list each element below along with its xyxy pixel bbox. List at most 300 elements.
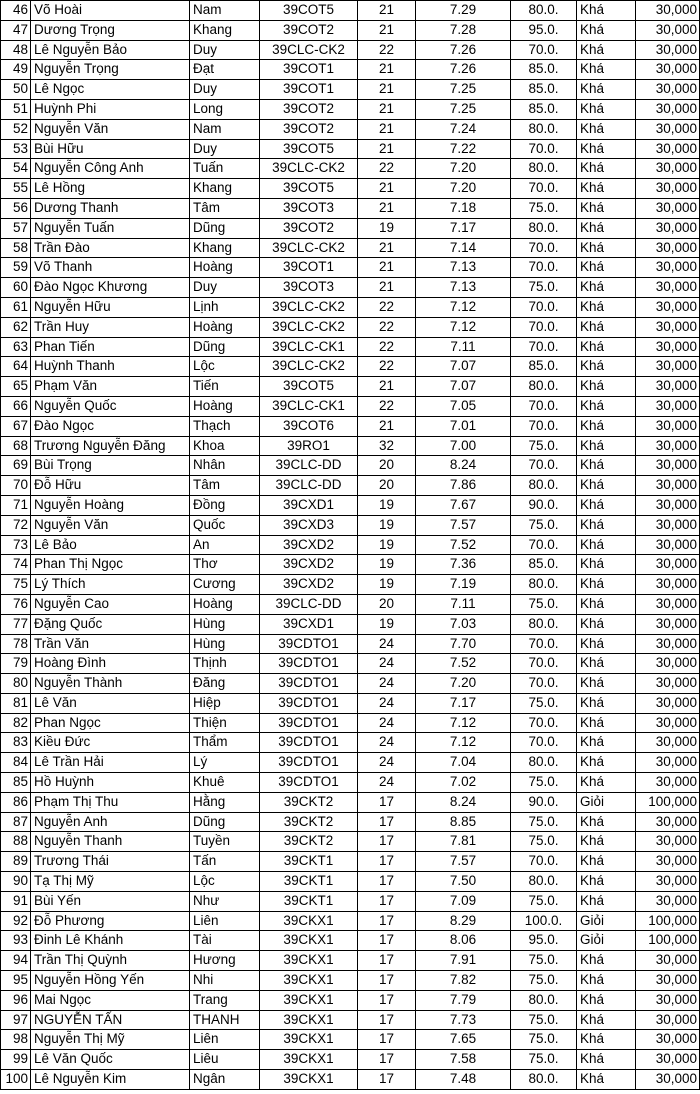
- table-row: [1, 258, 700, 278]
- row-number: 96: [1, 990, 31, 1010]
- table-row: [1, 337, 700, 357]
- gpa-cell: 7.07: [416, 377, 511, 397]
- conduct-score-cell: 85.0.: [511, 99, 577, 119]
- surname-cell: Trương Nguyễn Đăng: [31, 436, 190, 456]
- class-cell: 39CKT2: [260, 792, 358, 812]
- conduct-score-cell: 95.0.: [511, 931, 577, 951]
- conduct-score-cell: 70.0.: [511, 317, 577, 337]
- conduct-score-cell: 80.0.: [511, 990, 577, 1010]
- rank-cell: Giỏi: [577, 911, 636, 931]
- table-row: [1, 60, 700, 80]
- rank-cell: Giỏi: [577, 931, 636, 951]
- class-cell: 39COT3: [260, 198, 358, 218]
- class-cell: 39CLC-CK2: [260, 357, 358, 377]
- credits-cell: 21: [358, 1, 416, 21]
- row-number: 100: [1, 1070, 31, 1090]
- given-name-cell: Lộc: [190, 357, 260, 377]
- amount-cell: 30,000: [636, 1050, 700, 1070]
- row-number: 68: [1, 436, 31, 456]
- class-cell: 39CKX1: [260, 1050, 358, 1070]
- gpa-cell: 7.11: [416, 337, 511, 357]
- given-name-cell: Đồng: [190, 495, 260, 515]
- table-row: [1, 278, 700, 298]
- given-name-cell: Hiệp: [190, 693, 260, 713]
- gpa-cell: 8.24: [416, 792, 511, 812]
- class-cell: 39CKX1: [260, 931, 358, 951]
- conduct-score-cell: 70.0.: [511, 297, 577, 317]
- rank-cell: Khá: [577, 654, 636, 674]
- row-number: 81: [1, 693, 31, 713]
- table-row: [1, 792, 700, 812]
- rank-cell: Khá: [577, 852, 636, 872]
- conduct-score-cell: 70.0.: [511, 713, 577, 733]
- rank-cell: Khá: [577, 990, 636, 1010]
- credits-cell: 22: [358, 317, 416, 337]
- given-name-cell: Tiến: [190, 377, 260, 397]
- class-cell: 39CKT1: [260, 872, 358, 892]
- table-row: [1, 297, 700, 317]
- conduct-score-cell: 75.0.: [511, 515, 577, 535]
- amount-cell: 30,000: [636, 971, 700, 991]
- row-number: 46: [1, 1, 31, 21]
- row-number: 61: [1, 297, 31, 317]
- surname-cell: Lê Trần Hải: [31, 753, 190, 773]
- given-name-cell: Duy: [190, 80, 260, 100]
- surname-cell: Trần Thị Quỳnh: [31, 951, 190, 971]
- gpa-cell: 7.29: [416, 1, 511, 21]
- class-cell: 39CDTO1: [260, 713, 358, 733]
- surname-cell: Trần Đào: [31, 238, 190, 258]
- class-cell: 39CKX1: [260, 951, 358, 971]
- rank-cell: Khá: [577, 20, 636, 40]
- row-number: 97: [1, 1010, 31, 1030]
- table-row: [1, 159, 700, 179]
- credits-cell: 17: [358, 1010, 416, 1030]
- credits-cell: 17: [358, 971, 416, 991]
- row-number: 78: [1, 634, 31, 654]
- gpa-cell: 7.19: [416, 575, 511, 595]
- table-row: [1, 693, 700, 713]
- credits-cell: 22: [358, 337, 416, 357]
- credits-cell: 24: [358, 654, 416, 674]
- gpa-cell: 7.52: [416, 535, 511, 555]
- row-number: 86: [1, 792, 31, 812]
- table-row: [1, 535, 700, 555]
- row-number: 93: [1, 931, 31, 951]
- given-name-cell: Dũng: [190, 337, 260, 357]
- surname-cell: Dương Trọng: [31, 20, 190, 40]
- given-name-cell: Hùng: [190, 614, 260, 634]
- credits-cell: 19: [358, 555, 416, 575]
- given-name-cell: Lý: [190, 753, 260, 773]
- surname-cell: Nguyễn Thị Mỹ: [31, 1030, 190, 1050]
- credits-cell: 17: [358, 990, 416, 1010]
- credits-cell: 21: [358, 377, 416, 397]
- table-row: [1, 753, 700, 773]
- gpa-cell: 7.09: [416, 891, 511, 911]
- rank-cell: Khá: [577, 535, 636, 555]
- surname-cell: Lê Ngọc: [31, 80, 190, 100]
- amount-cell: 30,000: [636, 80, 700, 100]
- class-cell: 39CXD2: [260, 555, 358, 575]
- class-cell: 39COT5: [260, 139, 358, 159]
- class-cell: 39CKT2: [260, 812, 358, 832]
- amount-cell: 30,000: [636, 555, 700, 575]
- gpa-cell: 7.67: [416, 495, 511, 515]
- surname-cell: Huỳnh Phi: [31, 99, 190, 119]
- class-cell: 39CXD3: [260, 515, 358, 535]
- conduct-score-cell: 70.0.: [511, 456, 577, 476]
- row-number: 77: [1, 614, 31, 634]
- rank-cell: Khá: [577, 456, 636, 476]
- gpa-cell: 7.07: [416, 357, 511, 377]
- row-number: 49: [1, 60, 31, 80]
- conduct-score-cell: 70.0.: [511, 139, 577, 159]
- class-cell: 39CKT2: [260, 832, 358, 852]
- class-cell: 39CLC-CK1: [260, 396, 358, 416]
- table-row: [1, 951, 700, 971]
- row-number: 52: [1, 119, 31, 139]
- rank-cell: Khá: [577, 594, 636, 614]
- gpa-cell: 7.73: [416, 1010, 511, 1030]
- table-row: [1, 1010, 700, 1030]
- credits-cell: 24: [358, 693, 416, 713]
- credits-cell: 24: [358, 773, 416, 793]
- table-row: [1, 218, 700, 238]
- given-name-cell: Hoàng: [190, 396, 260, 416]
- credits-cell: 21: [358, 80, 416, 100]
- credits-cell: 22: [358, 40, 416, 60]
- row-number: 98: [1, 1030, 31, 1050]
- conduct-score-cell: 70.0.: [511, 416, 577, 436]
- row-number: 50: [1, 80, 31, 100]
- credits-cell: 24: [358, 634, 416, 654]
- gpa-cell: 7.04: [416, 753, 511, 773]
- conduct-score-cell: 75.0.: [511, 951, 577, 971]
- surname-cell: NGUYỄN TẤN: [31, 1010, 190, 1030]
- amount-cell: 30,000: [636, 377, 700, 397]
- gpa-cell: 7.82: [416, 971, 511, 991]
- rank-cell: Khá: [577, 396, 636, 416]
- table-row: [1, 773, 700, 793]
- amount-cell: 30,000: [636, 238, 700, 258]
- given-name-cell: Tâm: [190, 476, 260, 496]
- gpa-cell: 7.28: [416, 20, 511, 40]
- row-number: 63: [1, 337, 31, 357]
- conduct-score-cell: 90.0.: [511, 495, 577, 515]
- table-row: [1, 357, 700, 377]
- rank-cell: Khá: [577, 634, 636, 654]
- class-cell: 39CLC-DD: [260, 476, 358, 496]
- credits-cell: 17: [358, 852, 416, 872]
- rank-cell: Khá: [577, 951, 636, 971]
- row-number: 88: [1, 832, 31, 852]
- gpa-cell: 7.79: [416, 990, 511, 1010]
- row-number: 60: [1, 278, 31, 298]
- surname-cell: Tạ Thị Mỹ: [31, 872, 190, 892]
- amount-cell: 30,000: [636, 278, 700, 298]
- conduct-score-cell: 75.0.: [511, 1050, 577, 1070]
- surname-cell: Nguyễn Quốc: [31, 396, 190, 416]
- rank-cell: Khá: [577, 139, 636, 159]
- rank-cell: Khá: [577, 693, 636, 713]
- table-row: [1, 891, 700, 911]
- credits-cell: 20: [358, 476, 416, 496]
- conduct-score-cell: 70.0.: [511, 258, 577, 278]
- surname-cell: Huỳnh Thanh: [31, 357, 190, 377]
- class-cell: 39COT3: [260, 278, 358, 298]
- conduct-score-cell: 75.0.: [511, 891, 577, 911]
- given-name-cell: Khang: [190, 238, 260, 258]
- amount-cell: 30,000: [636, 179, 700, 199]
- gpa-cell: 7.01: [416, 416, 511, 436]
- table-row: [1, 476, 700, 496]
- rank-cell: Khá: [577, 1050, 636, 1070]
- surname-cell: Bùi Trọng: [31, 456, 190, 476]
- row-number: 70: [1, 476, 31, 496]
- amount-cell: 30,000: [636, 852, 700, 872]
- gpa-cell: 7.12: [416, 713, 511, 733]
- rank-cell: Khá: [577, 317, 636, 337]
- class-cell: 39CDTO1: [260, 733, 358, 753]
- gpa-cell: 7.20: [416, 674, 511, 694]
- credits-cell: 21: [358, 20, 416, 40]
- amount-cell: 100,000: [636, 931, 700, 951]
- amount-cell: 30,000: [636, 753, 700, 773]
- amount-cell: 30,000: [636, 951, 700, 971]
- gpa-cell: 7.13: [416, 258, 511, 278]
- given-name-cell: Duy: [190, 40, 260, 60]
- row-number: 67: [1, 416, 31, 436]
- amount-cell: 30,000: [636, 891, 700, 911]
- row-number: 89: [1, 852, 31, 872]
- row-number: 69: [1, 456, 31, 476]
- given-name-cell: Thạch: [190, 416, 260, 436]
- gpa-cell: 7.12: [416, 733, 511, 753]
- amount-cell: 30,000: [636, 832, 700, 852]
- rank-cell: Khá: [577, 337, 636, 357]
- surname-cell: Nguyễn Công Anh: [31, 159, 190, 179]
- class-cell: 39COT2: [260, 99, 358, 119]
- amount-cell: 30,000: [636, 634, 700, 654]
- given-name-cell: Hương: [190, 951, 260, 971]
- row-number: 47: [1, 20, 31, 40]
- conduct-score-cell: 70.0.: [511, 674, 577, 694]
- rank-cell: Khá: [577, 119, 636, 139]
- amount-cell: 30,000: [636, 713, 700, 733]
- credits-cell: 17: [358, 1050, 416, 1070]
- table-row: [1, 436, 700, 456]
- class-cell: 39COT5: [260, 179, 358, 199]
- surname-cell: Nguyễn Hoàng: [31, 495, 190, 515]
- row-number: 72: [1, 515, 31, 535]
- surname-cell: Võ Thanh: [31, 258, 190, 278]
- table-row: [1, 99, 700, 119]
- rank-cell: Khá: [577, 476, 636, 496]
- surname-cell: Phan Ngọc: [31, 713, 190, 733]
- credits-cell: 19: [358, 495, 416, 515]
- conduct-score-cell: 80.0.: [511, 218, 577, 238]
- class-cell: 39COT5: [260, 1, 358, 21]
- given-name-cell: Duy: [190, 139, 260, 159]
- row-number: 66: [1, 396, 31, 416]
- given-name-cell: Tâm: [190, 198, 260, 218]
- given-name-cell: Tuyền: [190, 832, 260, 852]
- rank-cell: Khá: [577, 674, 636, 694]
- class-cell: 39COT2: [260, 218, 358, 238]
- class-cell: 39COT6: [260, 416, 358, 436]
- given-name-cell: Thơ: [190, 555, 260, 575]
- amount-cell: 30,000: [636, 733, 700, 753]
- class-cell: 39CLC-CK2: [260, 297, 358, 317]
- table-row: [1, 377, 700, 397]
- surname-cell: Nguyễn Cao: [31, 594, 190, 614]
- row-number: 76: [1, 594, 31, 614]
- given-name-cell: Nhi: [190, 971, 260, 991]
- class-cell: 39CKX1: [260, 911, 358, 931]
- conduct-score-cell: 80.0.: [511, 753, 577, 773]
- gpa-cell: 8.85: [416, 812, 511, 832]
- row-number: 80: [1, 674, 31, 694]
- amount-cell: 30,000: [636, 139, 700, 159]
- credits-cell: 17: [358, 792, 416, 812]
- row-number: 55: [1, 179, 31, 199]
- table-row: [1, 1, 700, 21]
- conduct-score-cell: 70.0.: [511, 179, 577, 199]
- surname-cell: Kiều Đức: [31, 733, 190, 753]
- row-number: 65: [1, 377, 31, 397]
- conduct-score-cell: 75.0.: [511, 971, 577, 991]
- table-row: [1, 238, 700, 258]
- row-number: 48: [1, 40, 31, 60]
- gpa-cell: 8.29: [416, 911, 511, 931]
- surname-cell: Nguyễn Thanh: [31, 832, 190, 852]
- row-number: 90: [1, 872, 31, 892]
- row-number: 58: [1, 238, 31, 258]
- gpa-cell: 7.05: [416, 396, 511, 416]
- gpa-cell: 7.50: [416, 872, 511, 892]
- conduct-score-cell: 80.0.: [511, 614, 577, 634]
- surname-cell: Đỗ Hữu: [31, 476, 190, 496]
- given-name-cell: Khoa: [190, 436, 260, 456]
- rank-cell: Khá: [577, 733, 636, 753]
- rank-cell: Khá: [577, 575, 636, 595]
- class-cell: 39CXD1: [260, 495, 358, 515]
- row-number: 53: [1, 139, 31, 159]
- rank-cell: Khá: [577, 872, 636, 892]
- conduct-score-cell: 80.0.: [511, 872, 577, 892]
- row-number: 56: [1, 198, 31, 218]
- rank-cell: Khá: [577, 773, 636, 793]
- rank-cell: Khá: [577, 555, 636, 575]
- surname-cell: Lê Nguyễn Bảo: [31, 40, 190, 60]
- given-name-cell: Thiện: [190, 713, 260, 733]
- table-row: [1, 575, 700, 595]
- conduct-score-cell: 70.0.: [511, 40, 577, 60]
- gpa-cell: 7.26: [416, 40, 511, 60]
- credits-cell: 17: [358, 832, 416, 852]
- gpa-cell: 7.57: [416, 515, 511, 535]
- credits-cell: 17: [358, 1030, 416, 1050]
- rank-cell: Khá: [577, 179, 636, 199]
- surname-cell: Trần Văn: [31, 634, 190, 654]
- row-number: 59: [1, 258, 31, 278]
- class-cell: 39COT5: [260, 377, 358, 397]
- credits-cell: 21: [358, 179, 416, 199]
- class-cell: 39CLC-CK1: [260, 337, 358, 357]
- table-row: [1, 1050, 700, 1070]
- credits-cell: 22: [358, 396, 416, 416]
- gpa-cell: 7.17: [416, 693, 511, 713]
- class-cell: 39CKT1: [260, 852, 358, 872]
- amount-cell: 30,000: [636, 297, 700, 317]
- class-cell: 39COT1: [260, 80, 358, 100]
- amount-cell: 30,000: [636, 1030, 700, 1050]
- row-number: 92: [1, 911, 31, 931]
- given-name-cell: Hoàng: [190, 258, 260, 278]
- table-row: [1, 674, 700, 694]
- surname-cell: Nguyễn Hữu: [31, 297, 190, 317]
- conduct-score-cell: 75.0.: [511, 693, 577, 713]
- row-number: 54: [1, 159, 31, 179]
- row-number: 87: [1, 812, 31, 832]
- table-row: [1, 456, 700, 476]
- conduct-score-cell: 70.0.: [511, 852, 577, 872]
- amount-cell: 30,000: [636, 575, 700, 595]
- credits-cell: 19: [358, 535, 416, 555]
- surname-cell: Phan Thị Ngọc: [31, 555, 190, 575]
- table-row: [1, 713, 700, 733]
- surname-cell: Lê Hồng: [31, 179, 190, 199]
- rank-cell: Khá: [577, 891, 636, 911]
- given-name-cell: An: [190, 535, 260, 555]
- rank-cell: Khá: [577, 614, 636, 634]
- table-row: [1, 872, 700, 892]
- gpa-cell: 7.81: [416, 832, 511, 852]
- surname-cell: Phạm Thị Thu: [31, 792, 190, 812]
- surname-cell: Bùi Yến: [31, 891, 190, 911]
- amount-cell: 30,000: [636, 317, 700, 337]
- row-number: 51: [1, 99, 31, 119]
- surname-cell: Hoàng Đình: [31, 654, 190, 674]
- row-number: 79: [1, 654, 31, 674]
- class-cell: 39CXD1: [260, 614, 358, 634]
- given-name-cell: Lịnh: [190, 297, 260, 317]
- surname-cell: Nguyễn Hồng Yến: [31, 971, 190, 991]
- rank-cell: Khá: [577, 495, 636, 515]
- class-cell: 39CKX1: [260, 1070, 358, 1090]
- conduct-score-cell: 80.0.: [511, 1, 577, 21]
- conduct-score-cell: 75.0.: [511, 1010, 577, 1030]
- given-name-cell: Đăng: [190, 674, 260, 694]
- table-row: [1, 971, 700, 991]
- surname-cell: Lê Văn: [31, 693, 190, 713]
- class-cell: 39CLC-CK2: [260, 317, 358, 337]
- surname-cell: Lý Thích: [31, 575, 190, 595]
- rank-cell: Khá: [577, 1070, 636, 1090]
- credits-cell: 20: [358, 456, 416, 476]
- table-row: [1, 80, 700, 100]
- surname-cell: Lê Bảo: [31, 535, 190, 555]
- given-name-cell: Hùng: [190, 634, 260, 654]
- class-cell: 39CKT1: [260, 891, 358, 911]
- given-name-cell: Long: [190, 99, 260, 119]
- amount-cell: 30,000: [636, 693, 700, 713]
- gpa-cell: 8.06: [416, 931, 511, 951]
- class-cell: 39CLC-CK2: [260, 159, 358, 179]
- gpa-cell: 7.12: [416, 317, 511, 337]
- credits-cell: 22: [358, 357, 416, 377]
